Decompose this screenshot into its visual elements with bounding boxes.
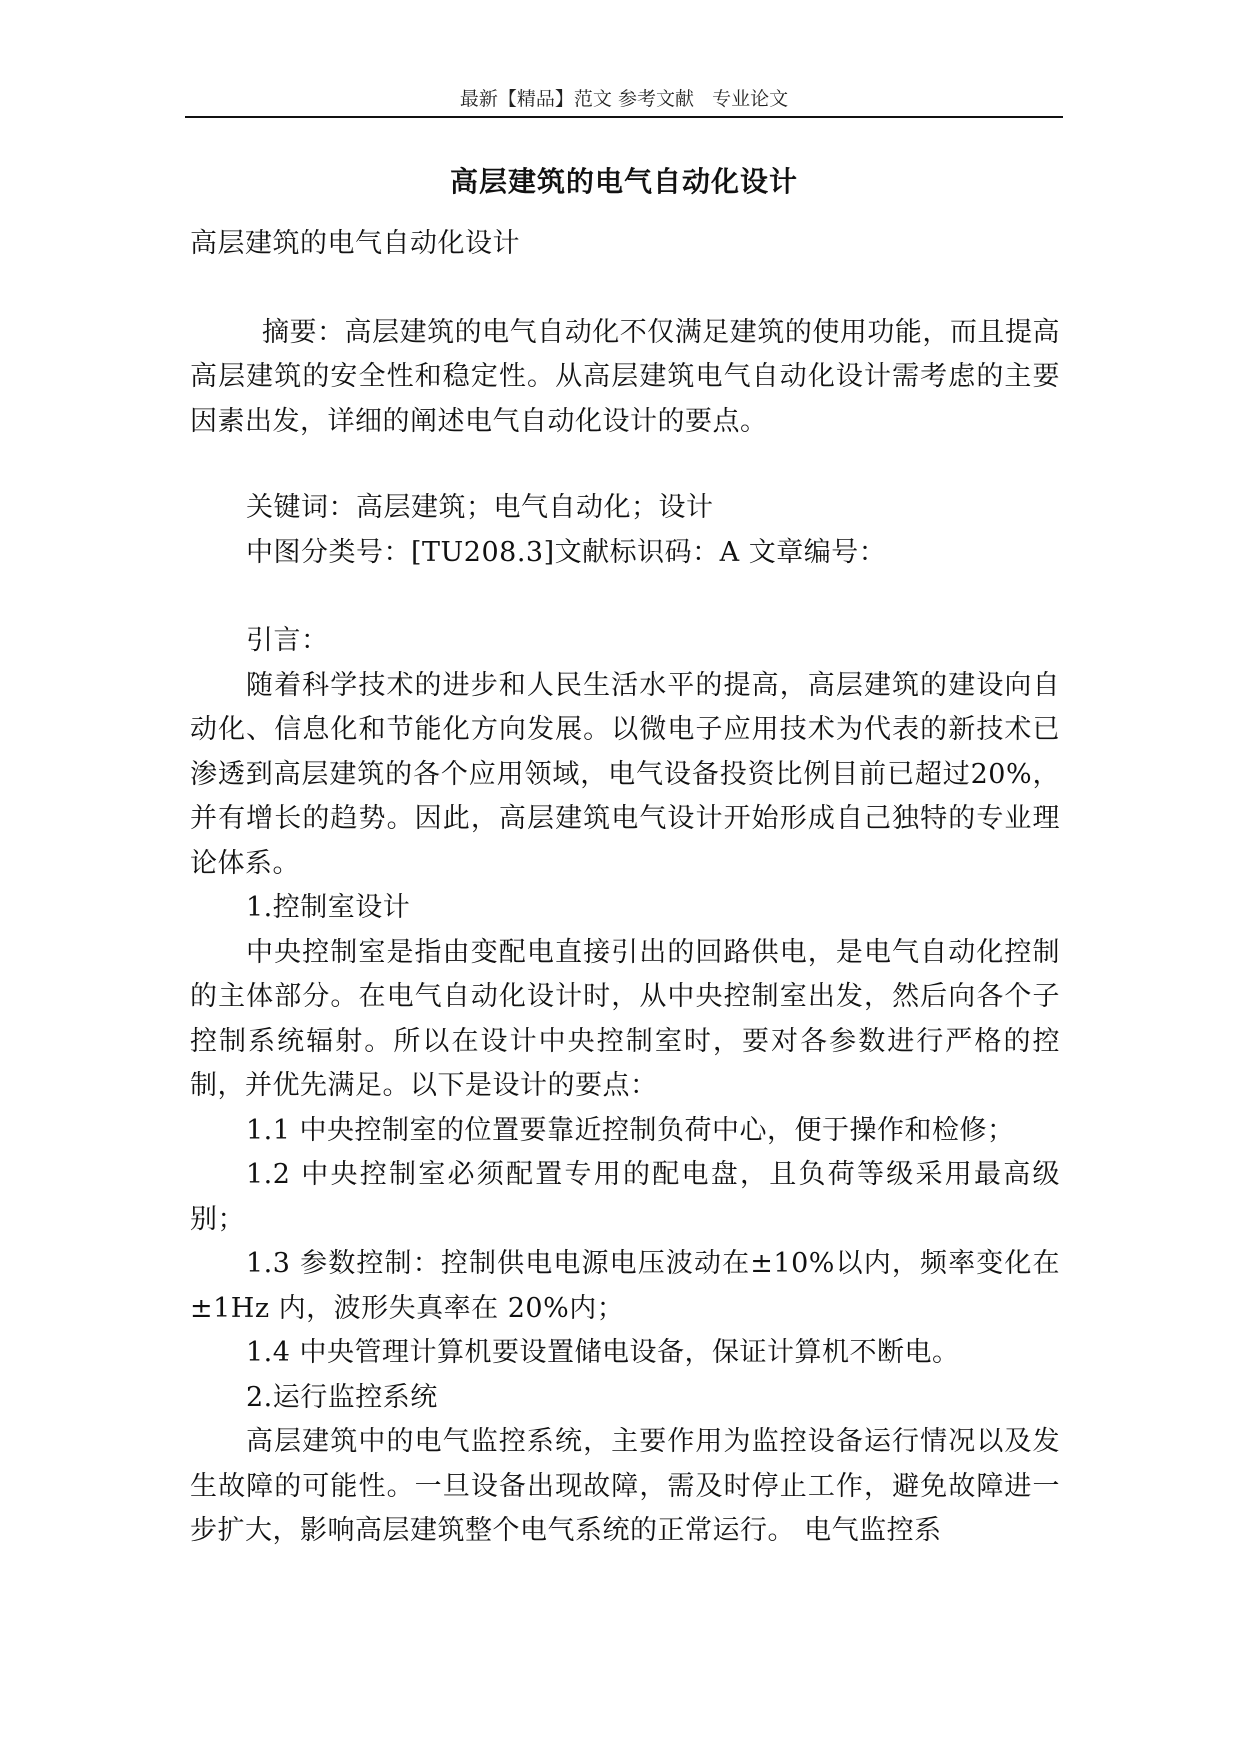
header-divider [185, 116, 1063, 118]
section-2-paragraph: 高层建筑中的电气监控系统，主要作用为监控设备运行情况以及发生故障的可能性。一旦设备出现故障，需及时停止工作，避免故障进一步扩大，影响高层建筑整个电气系统的正常运行。 电气监控系 [190, 1426, 1060, 1546]
document-subtitle: 高层建筑的电气自动化设计 [190, 228, 520, 259]
abstract-paragraph: 摘要：高层建筑的电气自动化不仅满足建筑的使用功能，而且提高高层建筑的安全性和稳定性。从高层建筑电气自动化设计需考虑的主要因素出发，详细的阐述电气自动化设计的要点。 [190, 316, 1060, 437]
intro-paragraph: 随着科学技术的进步和人民生活水平的提高，高层建筑的建设向自动化、信息化和节能化方向发展。以微电子应用技术为代表的新技术已渗透到高层建筑的各个应用领域，电气设备投资比例目前已超过20%，并有增长的趋势。因此，高层建筑电气设计开始形成自己独特的专业理论体系。 [190, 669, 1060, 879]
item-1-4: 1.4 中央管理计算机要设置储电设备，保证计算机不断电。 [246, 1337, 960, 1368]
section-1-paragraph: 中央控制室是指由变配电直接引出的回路供电，是电气自动化控制的主体部分。在电气自动化设计时，从中央控制室出发，然后向各个子控制系统辐射。所以在设计中央控制室时，要对各参数进行严格的控制，并优先满足。以下是设计的要点： [190, 936, 1060, 1101]
page-header: 最新【精品】范文 参考文献 专业论文 [459, 88, 789, 110]
intro-heading: 引言： [246, 625, 329, 656]
classification-line: 中图分类号：[TU208.3]文献标识码：A 文章编号： [246, 536, 887, 568]
keywords-line: 关键词：高层建筑；电气自动化；设计 [246, 492, 714, 523]
document-title: 高层建筑的电气自动化设计 [449, 165, 798, 198]
item-1-3: 1.3 参数控制：控制供电电源电压波动在±10%以内，频率变化在±1Hz 内，波形失真率在 20%内； [190, 1248, 1060, 1324]
item-1-1: 1.1 中央控制室的位置要靠近控制负荷中心，便于操作和检修； [246, 1114, 1015, 1146]
section-2-heading: 2.运行监控系统 [246, 1381, 438, 1413]
document-body [190, 222, 1060, 1554]
item-1-2: 1.2 中央控制室必须配置专用的配电盘，且负荷等级采用最高级别； [190, 1159, 1060, 1235]
section-1-heading: 1.控制室设计 [246, 892, 411, 923]
